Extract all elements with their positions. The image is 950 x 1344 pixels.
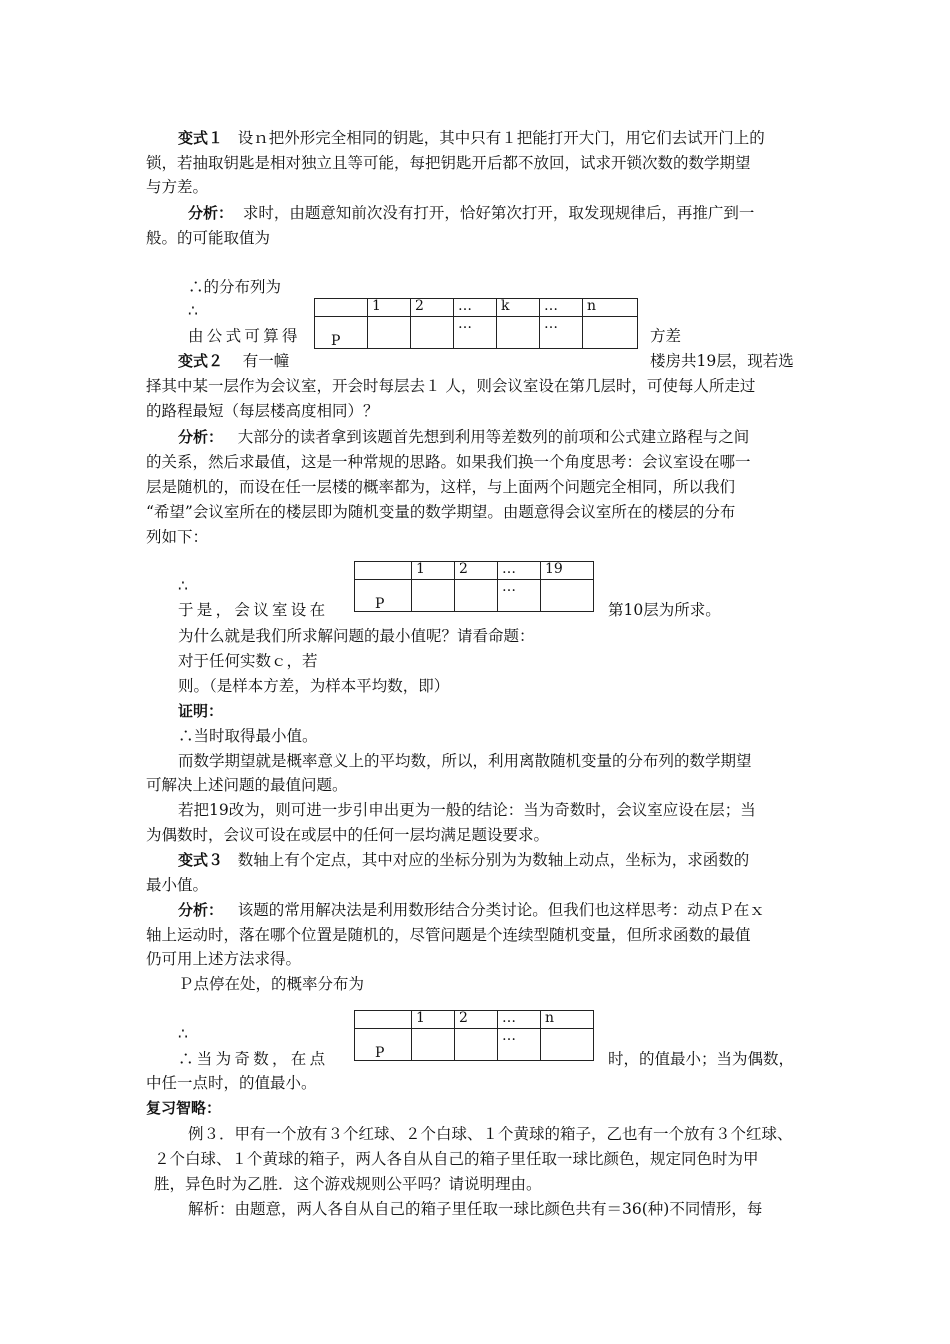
table-cell: 1 (412, 1011, 455, 1029)
table-cell: … (540, 317, 583, 349)
variant1-analysis-line1: 求时，由题意知前次没有打开，恰好第次打开，取发现规律后，再推广到一 (242, 204, 755, 222)
variant2-expect-line2: 可解决上述问题的最值问题。 (146, 776, 348, 794)
table-cell: k (497, 299, 540, 317)
variant2-therefore: ∴ (178, 577, 188, 595)
variant3-text-line1: 数轴上有个定点，其中对应的坐标分别为为数轴上动点，坐标为，求函数的 (237, 851, 750, 869)
variant1-distribution-text: ∴的分布列为 (188, 278, 282, 296)
table-cell: … (540, 299, 583, 317)
variant1-text-line2: 锁，若抽取钥匙是相对独立且等可能，每把钥匙开后都不放回，试求开锁次数的数学期望 (146, 154, 751, 172)
variant2-expect-line1: 而数学期望就是概率意义上的平均数，所以，利用离散随机变量的分布列的数学期望 (178, 752, 752, 770)
variant1-paragraph (178, 128, 765, 148)
table-cell: n (541, 1011, 594, 1029)
table-row (355, 1029, 594, 1061)
variant3-odd-b: 时，的值最小；当为偶数， (608, 1050, 795, 1068)
variant3-analysis-line2: 轴上运动时，落在哪个位置是随机的，尽管问题是个连续型随机变量，但所求函数的最值 (146, 926, 751, 944)
variant2-text-line2: 择其中某一层作为会议室，开会时每层去１ 人，则会议室设在第几层时，可使每人所走过 (146, 377, 756, 395)
variant2-why: 为什么就是我们所求解问题的最小值呢？请看命题： (178, 627, 535, 645)
variant1-formula-text: 由公式可算得 (188, 327, 301, 345)
variant3-analysis-label: 分析： (178, 901, 224, 919)
table-cell: … (498, 1011, 541, 1029)
variant1-text-line3: 与方差。 (146, 178, 209, 196)
review-solution: 解析：由题意，两人各自从自己的箱子里任取一球比颜色共有＝36(种)不同情形，每 (188, 1200, 763, 1218)
variant1-therefore: ∴ (188, 302, 198, 320)
table-cell (455, 580, 498, 612)
variant3-last: 中任一点时，的值最小。 (146, 1074, 317, 1092)
variant2-analysis-line4: “希望”会议室所在的楼层即为随机变量的数学期望。由题意得会议室所在的楼层的分布 (146, 503, 736, 521)
variant3-therefore: ∴ (178, 1025, 188, 1043)
table-header-row (315, 299, 638, 317)
variant1-label: 变式１ (178, 129, 224, 147)
variant2-proof-label: 证明： (178, 702, 224, 720)
variant2-general-line1: 若把19改为，则可进一步引申出更为一般的结论：当为奇数时，会议室应设在层；当 (178, 801, 756, 819)
variant3-analysis-line1: 该题的常用解决法是利用数形结合分类讨论。但我们也这样思考：动点Ｐ在ｘ (237, 901, 765, 919)
variant2-analysis-line3: 层是随机的，而设在任一层楼的概率都为，这样，与上面两个问题完全相同，所以我们 (146, 478, 736, 496)
table-cell: … (498, 580, 541, 612)
variant2-analysis-label: 分析： (178, 428, 224, 446)
variant1-variance-text: 方差 (650, 327, 682, 345)
table-header-row (355, 562, 594, 580)
table-cell (412, 580, 455, 612)
table-cell (497, 317, 540, 349)
variant3-text-line2: 最小值。 (146, 876, 209, 894)
variant1-analysis-label: 分析： (188, 204, 234, 222)
variant2-general-line2: 为偶数时，会议可设在或层中的任何一层均满足题设要求。 (146, 826, 550, 844)
table-cell (455, 1029, 498, 1061)
variant3-analysis (178, 900, 765, 920)
table-cell: P (355, 1029, 412, 1061)
variant3-analysis-line3: 仍可用上述方法求得。 (146, 950, 302, 968)
variant1-text-line1: 设ｎ把外形完全相同的钥匙，其中只有１把能打开大门，用它们去试开门上的 (237, 129, 765, 147)
review-title: 复习智略： (146, 1099, 222, 1117)
variant2-yushi: 于是，会议室设在 (178, 601, 329, 619)
variant2-analysis-line2: 的关系，然后求最值，这是一种常规的思路。如果我们换一个角度思考：会议室设在哪一 (146, 453, 751, 471)
table-cell (355, 1011, 412, 1029)
variant2-analysis-line5: 列如下： (146, 528, 209, 546)
variant2-analysis-line1: 大部分的读者拿到该题首先想到利用等差数列的前项和公式建立路程与之间 (237, 428, 750, 446)
table-cell: 1 (368, 299, 411, 317)
table-cell (412, 1029, 455, 1061)
variant3-pstop: Ｐ点停在处，的概率分布为 (178, 975, 365, 993)
variant3-distribution-table (354, 1010, 594, 1061)
variant3-paragraph (178, 850, 749, 870)
review-example-line3: 胜，异色时为乙胜．这个游戏规则公平吗？请说明理由。 (154, 1175, 542, 1193)
table-cell (368, 317, 411, 349)
variant2-then: 则。（是样本方差，为样本平均数，即） (178, 677, 450, 695)
variant1-analysis-line2: 般。的可能取值为 (146, 229, 271, 247)
variant1-distribution-table (314, 298, 638, 349)
table-cell (541, 1029, 594, 1061)
variant2-analysis (178, 427, 749, 447)
table-cell (541, 580, 594, 612)
table-cell: 2 (455, 562, 498, 580)
variant2-proof1: ∴当时取得最小值。 (178, 727, 318, 745)
variant1-analysis (188, 203, 754, 223)
variant2-text-line1b: 楼房共19层，现若选 (650, 352, 794, 370)
table-cell (583, 317, 638, 349)
variant2-paragraph (178, 351, 289, 371)
table-cell (411, 317, 454, 349)
review-example-line1: 例３．甲有一个放有３个红球、２个白球、１个黄球的箱子，乙也有一个放有３个红球、 (188, 1125, 793, 1143)
variant2-text-line3: 的路程最短（每层楼高度相同）？ (146, 402, 379, 420)
table-cell: n (583, 299, 638, 317)
table-row (355, 580, 594, 612)
variant2-floor10: 第10层为所求。 (608, 601, 721, 619)
variant2-label: 变式２ (178, 352, 224, 370)
table-cell: 1 (412, 562, 455, 580)
table-cell: 19 (541, 562, 594, 580)
table-cell: … (498, 1029, 541, 1061)
table-cell: … (454, 299, 497, 317)
variant2-text-line1a: 有一幢 (242, 352, 290, 370)
table-cell: 2 (455, 1011, 498, 1029)
table-header-row (355, 1011, 594, 1029)
table-cell (355, 562, 412, 580)
variant2-distribution-table (354, 561, 594, 612)
variant3-odd-a: ∴当为奇数，在点 (178, 1050, 329, 1068)
table-cell: … (454, 317, 497, 349)
review-example-line2: ２个白球、１个黄球的箱子，两人各自从自己的箱子里任取一球比颜色，规定同色时为甲 (154, 1150, 759, 1168)
variant2-forany: 对于任何实数ｃ，若 (178, 652, 318, 670)
variant3-label: 变式３ (178, 851, 224, 869)
table-cell: P (315, 317, 368, 349)
table-cell: 2 (411, 299, 454, 317)
table-row (315, 317, 638, 349)
table-cell (315, 299, 368, 317)
table-cell: P (355, 580, 412, 612)
table-cell: … (498, 562, 541, 580)
